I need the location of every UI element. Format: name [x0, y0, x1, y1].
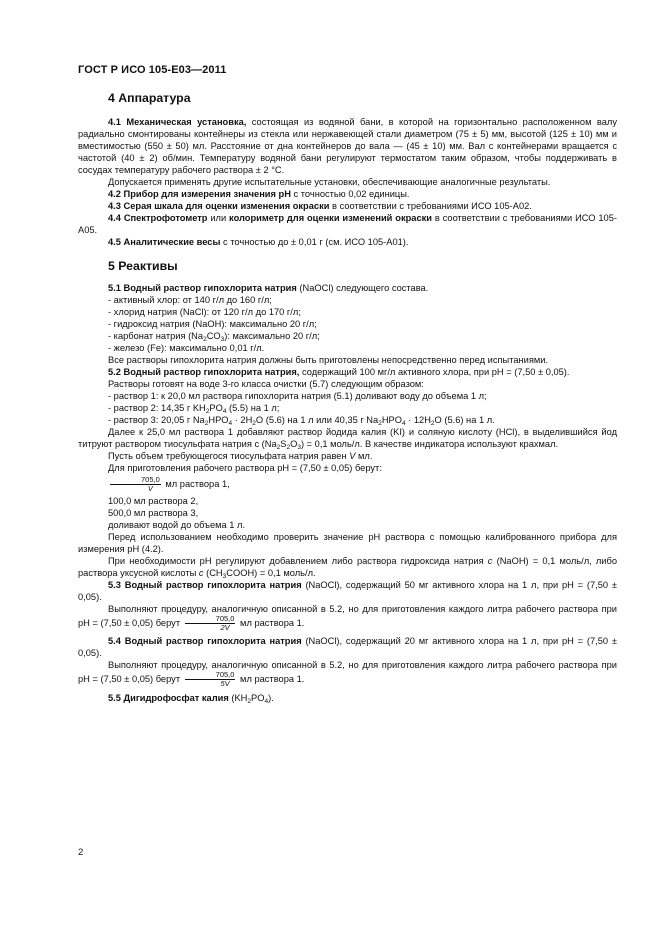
- clause-5-1-note: Все растворы гипохлорита натрия должны быть приготовлены непосредственно перед испытаниями.: [108, 355, 549, 365]
- solution-3: - раствор 3: 20,05 г $Na_2HPO_4 \cdot 2H_2O$ (5.6) на 1 л или 40,35 г $Na_2HPO_4 \cdot 12H_2O$ (5.6) на 1 л.: [108, 415, 495, 427]
- working-solution-intro: Для приготовления рабочего раствора рН = (7,50 ± 0,05) берут:: [108, 463, 382, 473]
- fraction: $\frac{705,0}{2V}$: [185, 615, 236, 632]
- calibration-note: Перед использованием необходимо проверить значение рН раствора с помощью калиброванного прибора для измерения рН (4.2).: [78, 532, 617, 554]
- clause-5-2-prep: Растворы готовят на воде 3-го класса очистки (5.7) следующим образом:: [108, 379, 424, 389]
- section-5-title: 5 Реактивы: [108, 259, 178, 273]
- clause-5-4-procedure: Выполняют процедуру, аналогичную описанной в 5.2, но для приготовления каждого литра рабочего раствора при рН = (7,50 ± 0,05) берут $\frac{705,0}{5V}$ мл раствора 1.: [78, 660, 617, 688]
- clause-4-3: 4.3 Серая шкала для оценки изменения окраски в соответствии с требованиями ИСО 105-А02.: [108, 201, 532, 211]
- fraction-line: $\frac{705,0}{V}$ мл раствора 1,: [78, 476, 617, 493]
- clause-5-3-procedure: Выполняют процедуру, аналогичную описанной в 5.2, но для приготовления каждого литра рабочего раствора при рН = (7,50 ± 0,05) берут $\frac{705,0}{2V}$ мл раствора 1.: [78, 604, 617, 632]
- clause-5-3: 5.3 Водный раствор гипохлорита натрия (NaOCl), содержащий 50 мг активного хлора на 1 л, при рН = (7,50 ± 0,05).: [78, 580, 617, 602]
- list-item: - гидроксид натрия (NaOH): максимально 20 г/л;: [108, 319, 317, 329]
- page-number: 2: [78, 847, 84, 858]
- solution-1: - раствор 1: к 20,0 мл раствора гипохлорита натрия (5.1) доливают воду до объема 1 л;: [108, 391, 487, 401]
- list-item: - карбонат натрия $(Na_2CO_3)$: максимально 20 г/л;: [108, 331, 320, 343]
- standard-header: ГОСТ Р ИСО 105-Е03—2011: [78, 64, 227, 76]
- recipe-line: 100,0 мл раствора 2,: [108, 496, 199, 506]
- volume-definition: Пусть объем требующегося тиосульфата натрия равен V мл.: [108, 451, 373, 461]
- fraction: $\frac{705,0}{5V}$: [185, 671, 236, 688]
- document-body: [78, 90, 617, 704]
- clause-5-5: 5.5 Дигидрофосфат калия $(KH_2PO_4)$.: [108, 693, 274, 705]
- list-item: - железо (Fe): максимально 0,01 г/л.: [108, 343, 265, 353]
- section-4-title: 4 Аппаратура: [108, 91, 191, 105]
- clause-4-1: 4.1 Механическая установка, состоящая из водяной бани, в которой на горизонтально расположенном валу радиально смонтированы контейнеры из стекла или нержавеющей стали диаметром (75 ± 5) мм, высотой (125 ± 10) мм и вместимостью (550 ± 50) мл. Расстояние от дна контейнеров до вала — (45 ± 10) мм. Вал с контейнерами вращается с частотой (40 ± 2) об/мин. Температуру водяной бани регулируют термостатом таким образом, чтобы поддерживать в сосудах температуру рабочего раствора ± 2 °С.: [78, 117, 617, 175]
- list-item: - активный хлор: от 140 г/л до 160 г/л;: [108, 295, 272, 305]
- clause-5-2: 5.2 Водный раствор гипохлорита натрия, содержащий 100 мг/л активного хлора, при рН = (7,50 ± 0,05).: [108, 367, 570, 377]
- titration-text: Далее к 25,0 мл раствора 1 добавляют раствор йодида калия (KI) и соляную кислоту (HCl), в выделившийся йод титруют раствором тиосульфата натрия с $(Na_2S_2O_3) = 0,1$ моль/л. В качестве индикатора используют крахмал.: [78, 427, 617, 451]
- clause-5-1: 5.1 Водный раствор гипохлорита натрия (NaOCl) следующего состава.: [108, 283, 429, 293]
- clause-5-4: 5.4 Водный раствор гипохлорита натрия (NaOCl), содержащий 20 мг активного хлора на 1 л, при рН = (7,50 ± 0,05).: [78, 636, 617, 658]
- clause-4-2: 4.2 Прибор для измерения значения рН с точностью 0,02 единицы.: [108, 189, 410, 199]
- fraction: $\frac{705,0}{V}$: [110, 476, 161, 493]
- clause-4-4: 4.4 Спектрофотометр или колориметр для оценки изменений окраски в соответствии с требованиями ИСО 105-А05.: [78, 213, 617, 235]
- list-item: - хлорид натрия (NaCl): от 120 г/л до 170 г/л;: [108, 307, 301, 317]
- recipe-line: доливают водой до объема 1 л.: [108, 520, 246, 530]
- clause-4-1-note: Допускается применять другие испытательные установки, обеспечивающие аналогичные результаты.: [108, 177, 551, 187]
- clause-4-5: 4.5 Аналитические весы с точностью до ± 0,01 г (см. ИСО 105-А01).: [108, 237, 409, 247]
- ph-adjust-note: При необходимости рН регулируют добавлением либо раствора гидроксида натрия с (NaOH) = 0,1 моль/л, либо раствора уксусной кислоты с $(CH_3COOH) = 0,1$ моль/л.: [78, 556, 617, 580]
- solution-2: - раствор 2: 14,35 г $KH_2PO_4$ (5.5) на 1 л;: [108, 403, 280, 415]
- recipe-line: 500,0 мл раствора 3,: [108, 508, 199, 518]
